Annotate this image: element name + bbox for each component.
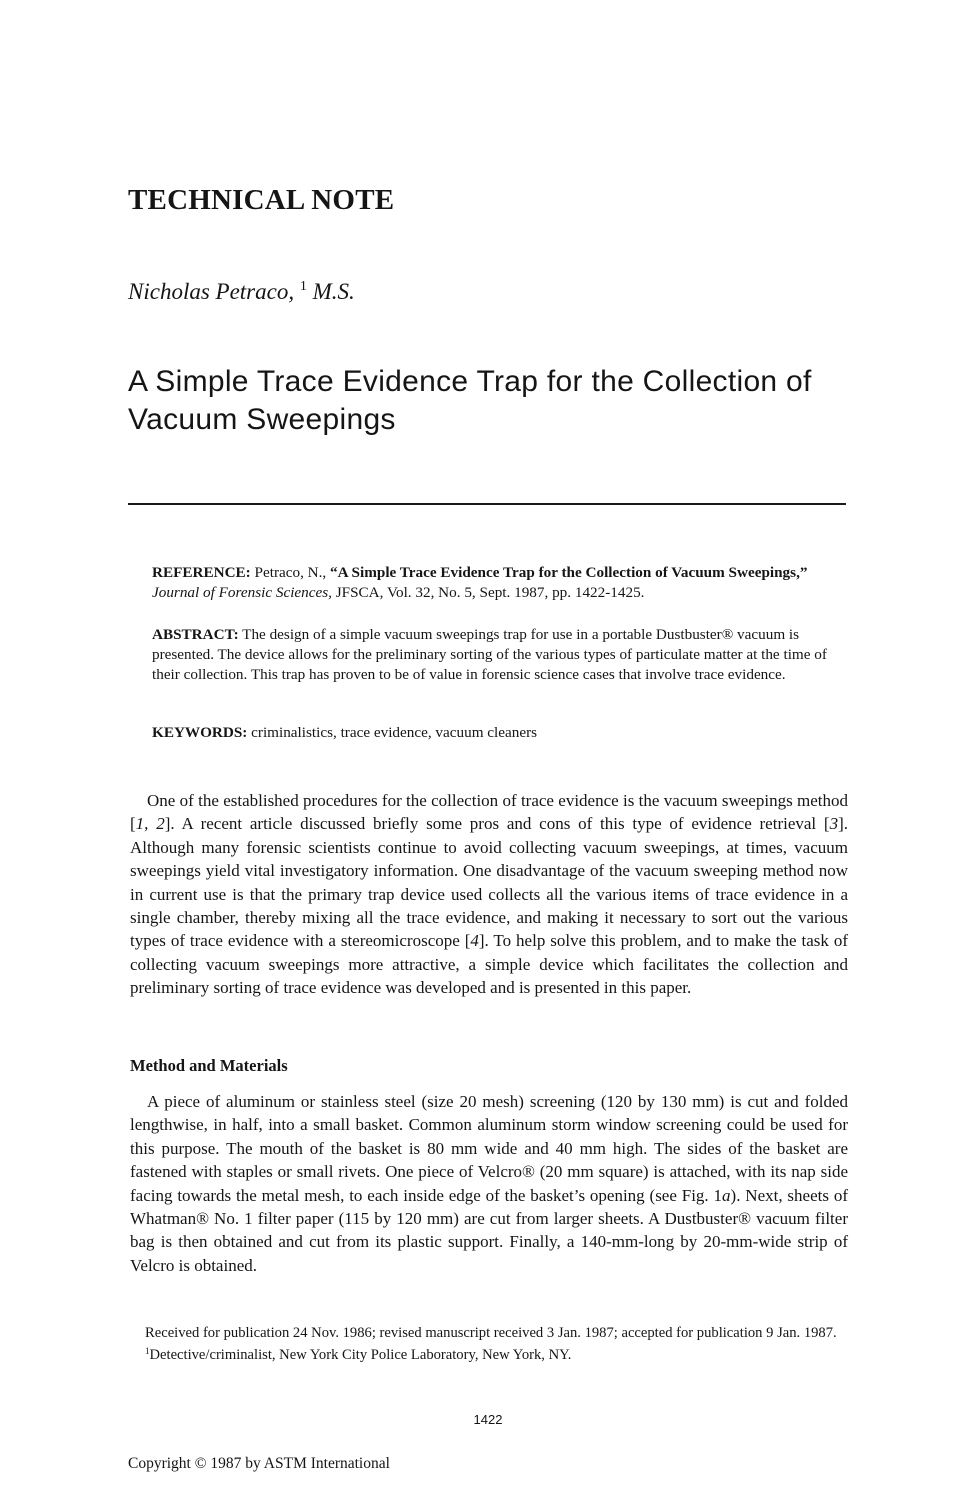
methods-heading: Method and Materials — [130, 1056, 288, 1075]
reference-label: REFERENCE: — [152, 564, 251, 581]
citation-3: 3 — [829, 814, 839, 834]
reference-title: “A Simple Trace Evidence Trap for the Collection of Vacuum Sweepings,” — [330, 564, 808, 581]
methods-text-1: A piece of aluminum or stainless steel (size 20 mesh) screening (120 by 130 mm) is cut and folded lengthwise, in half, into a small basket. Common aluminum storm window screening could be used for this purpose. The mouth of the basket is 80 mm wide and 40 mm high. The sides of the basket are fastened with staples or small rivets. One piece of Velcro® (20 mm square) is attached, with its nap side facing towards the metal mesh, to each inside edge of the basket’s opening (see Fig. 1 — [130, 1092, 848, 1205]
reference-block — [152, 563, 832, 603]
citation-4: 4 — [470, 931, 479, 951]
received-footnote: Received for publication 24 Nov. 1986; revised manuscript received 3 Jan. 1987; accepted for publication 9 Jan. 1987. — [145, 1325, 837, 1341]
keywords-block — [152, 723, 832, 743]
intro-paragraph — [130, 789, 848, 1000]
abstract-label: ABSTRACT: — [152, 626, 239, 643]
methods-text-2: ). Next, sheets of Whatman® No. 1 filter paper (115 by 120 mm) are cut from larger sheets. A Dustbuster® vacuum filter bag is then obtained and cut from its plastic support. Finally, a 140-mm-long by 20-mm-wide strip of Velcro is obtained. — [130, 1185, 848, 1275]
copyright-notice: Copyright © 1987 by ASTM International — [128, 1455, 390, 1472]
title-line-1: A Simple Trace Evidence Trap for the Collection of — [128, 365, 812, 398]
page-number: 1422 — [473, 1412, 503, 1427]
abstract-block — [152, 625, 832, 685]
author-name: Nicholas Petraco, — [128, 279, 295, 304]
reference-journal: Journal of Forensic Sciences, — [152, 584, 332, 601]
abstract-text: The design of a simple vacuum sweepings trap for use in a portable Dustbuster® vacuum is presented. The device allows for the preliminary sorting of the various types of particulate matter at the time of their collection. This trap has proven to be of value in forensic science cases that involve trace evidence. — [152, 626, 827, 683]
intro-text-1: One of the established procedures for the collection of trace evidence is the vacuum sweepings method [ — [130, 791, 848, 834]
author-line — [128, 279, 355, 305]
affiliation-footnote — [128, 1342, 848, 1364]
author-footnote-mark: 1 — [299, 279, 307, 294]
reference-authors: Petraco, N., — [254, 564, 331, 581]
reference-details: JFSCA, Vol. 32, No. 5, Sept. 1987, pp. 1422-1425. — [335, 584, 645, 601]
figure-ref: a — [722, 1185, 731, 1205]
keywords-text: criminalistics, trace evidence, vacuum cleaners — [251, 724, 538, 741]
intro-text-4: ]. To help solve this problem, and to make the task of collecting vacuum sweepings more attractive, a simple device which facilitates the collection and preliminary sorting of trace evidence was developed and is presented in this paper. — [130, 931, 848, 998]
methods-paragraph — [130, 1090, 848, 1277]
keywords-label: KEYWORDS: — [152, 724, 248, 741]
footnotes — [128, 1324, 848, 1364]
intro-text-3: ]. Although many forensic scientists continue to avoid collecting vacuum sweepings, at times, vacuum sweepings yield vital investigatory information. One disadvantage of the vacuum sweeping method now in current use is that the primary trap device used collects all the various items of trace evidence in a single chamber, thereby mixing all the trace evidence, and making it necessary to sort out the various types of trace evidence with a stereomicroscope [ — [130, 814, 848, 951]
intro-text-2: ]. A recent article discussed briefly some pros and cons of this type of evidence retrieval [ — [164, 814, 830, 834]
title-rule — [128, 503, 846, 505]
citation-1-2: 1, 2 — [135, 814, 165, 834]
affiliation-text: Detective/criminalist, New York City Police Laboratory, New York, NY. — [149, 1347, 572, 1363]
title-line-2: Vacuum Sweepings — [128, 403, 396, 436]
section-label: TECHNICAL NOTE — [128, 184, 395, 216]
affiliation-mark: 1 — [145, 1346, 150, 1356]
paper-title — [128, 363, 868, 439]
author-degree: M.S. — [312, 279, 355, 304]
